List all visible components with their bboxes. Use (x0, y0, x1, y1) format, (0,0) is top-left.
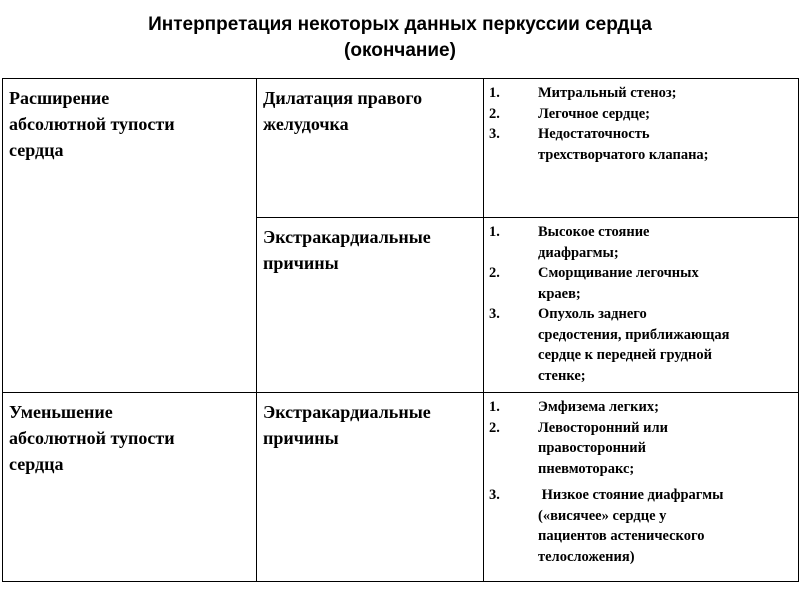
list-text: стенке; (538, 367, 586, 384)
list-text: сердце к передней грудной (538, 347, 712, 363)
cause-line: Дилатация правого (263, 88, 423, 108)
slide-title (0, 12, 800, 64)
list-number: 2. (489, 265, 500, 281)
table-row (3, 79, 799, 218)
list-item (484, 83, 798, 104)
list-number: 1. (489, 85, 500, 101)
list-number: 2. (489, 419, 500, 436)
numbered-list (484, 218, 798, 386)
list-text: Митральный стеноз; (538, 85, 677, 101)
list-item (484, 104, 798, 125)
list-cell (484, 393, 799, 582)
finding-line: Уменьшение (9, 402, 113, 422)
list-number: 3. (489, 487, 500, 503)
list-text: диафрагмы; (538, 244, 619, 261)
cause-line: Экстракардиальные (263, 402, 431, 422)
cause-text (257, 218, 483, 276)
finding-text (3, 79, 256, 163)
list-number: 1. (489, 399, 500, 415)
list-cell (484, 79, 799, 218)
list-text: Сморщивание легочных (538, 265, 699, 281)
list-text: Опухоль заднего (538, 306, 647, 322)
finding-line: Расширение (9, 88, 110, 108)
numbered-list (484, 79, 798, 165)
slide-title-line2: (окончание) (344, 40, 456, 61)
list-item (484, 263, 798, 304)
cause-line: желудочка (263, 114, 349, 134)
cause-line: причины (263, 253, 339, 273)
percussion-table (2, 78, 799, 582)
list-text: правосторонний (538, 440, 646, 456)
finding-line: абсолютной тупости (9, 428, 175, 448)
list-text: Высокое стояние (538, 224, 650, 240)
list-cell (484, 218, 799, 393)
cause-text (257, 393, 483, 451)
slide-title-line1: Интерпретация некоторых данных перкуссии сердца (148, 14, 652, 35)
list-text: Левосторонний или (538, 419, 668, 436)
list-number: 2. (489, 105, 500, 122)
list-text: Эмфизема легких; (538, 399, 659, 415)
finding-text (3, 393, 256, 477)
list-text: Легочное сердце; (538, 105, 650, 122)
list-text: телосложения) (538, 548, 635, 565)
table-row (3, 393, 799, 582)
cause-line: Экстракардиальные (263, 227, 431, 247)
list-text: краев; (538, 285, 581, 302)
finding-cell-reduction (3, 393, 257, 582)
list-text: Низкое стояние диафрагмы (538, 487, 724, 503)
list-text: пациентов астенического (538, 528, 705, 544)
list-text: Недостаточность (538, 126, 650, 142)
list-item (484, 397, 798, 418)
list-item (484, 304, 798, 386)
finding-cell-expansion (3, 79, 257, 393)
numbered-list (484, 393, 798, 567)
list-item (484, 124, 798, 165)
finding-line: сердца (9, 140, 64, 160)
cause-cell (257, 79, 484, 218)
list-text: пневмоторакс; (538, 460, 635, 477)
list-text: трехстворчатого клапана; (538, 146, 709, 163)
list-item (484, 418, 798, 480)
list-item (484, 485, 798, 567)
cause-cell (257, 393, 484, 582)
list-number: 3. (489, 306, 500, 322)
cause-cell (257, 218, 484, 393)
cause-line: причины (263, 428, 339, 448)
list-text: средостения, приближающая (538, 326, 730, 343)
list-item (484, 222, 798, 263)
list-number: 3. (489, 126, 500, 142)
cause-text (257, 79, 483, 137)
finding-line: сердца (9, 454, 64, 474)
finding-line: абсолютной тупости (9, 114, 175, 134)
list-text: («висячее» сердце у (538, 507, 667, 524)
list-number: 1. (489, 224, 500, 240)
